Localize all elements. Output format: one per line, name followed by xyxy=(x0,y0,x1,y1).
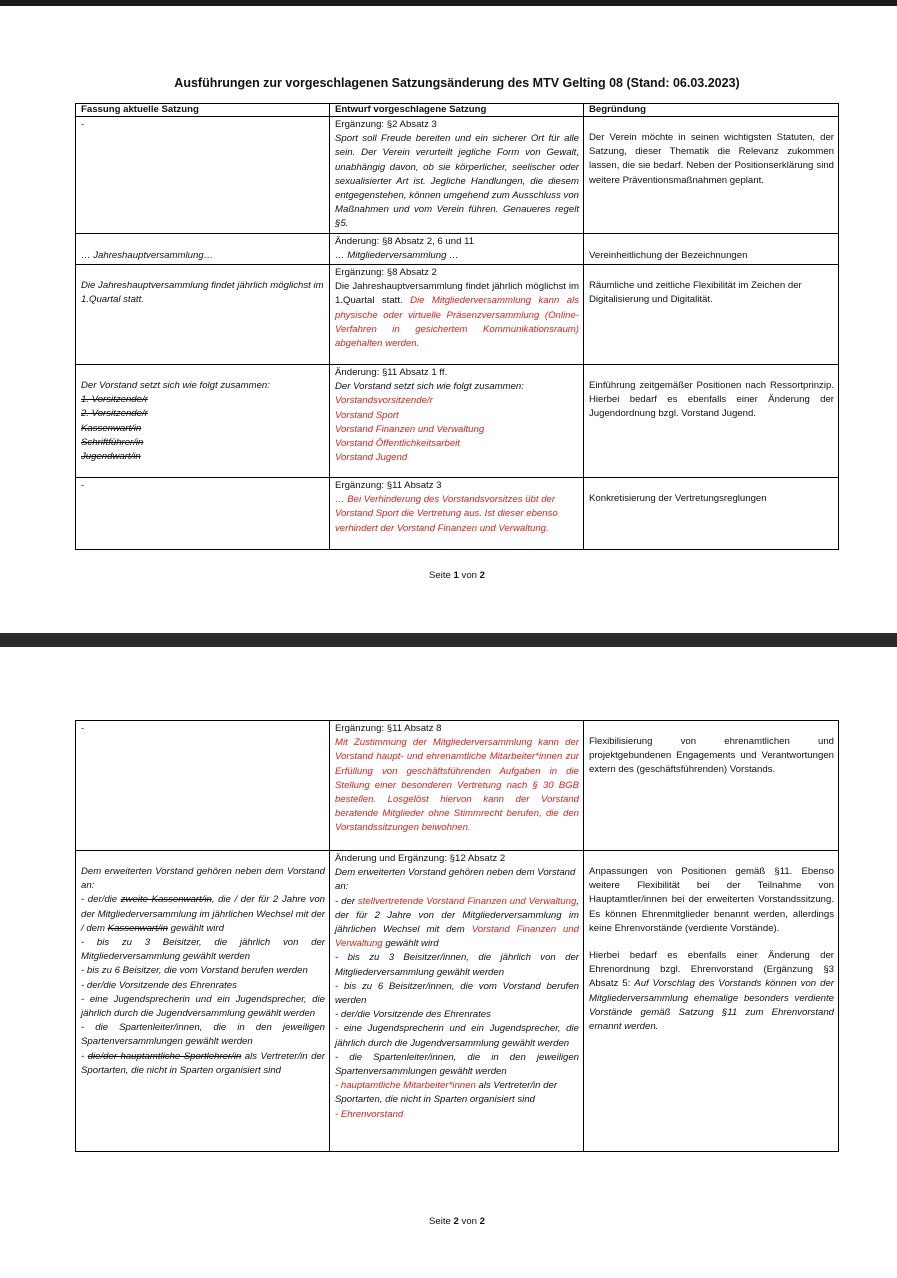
current-text: gewählt wird xyxy=(170,922,224,934)
comparison-table-page-2 xyxy=(75,720,839,1152)
reason-text: Konkretisierung der Vertretungsreglungen xyxy=(589,493,767,505)
proposal-intro: Der Vorstand setzt sich wie folgt zusammen: xyxy=(335,381,524,393)
struck-position: Jugendwart/in xyxy=(81,451,141,463)
current-cell xyxy=(76,851,330,1152)
proposal-label: Änderung und Ergänzung: §12 Absatz 2 xyxy=(335,853,506,864)
proposal-label: Ergänzung: §2 Absatz 3 xyxy=(335,119,437,130)
viewer-top-bar xyxy=(0,0,897,6)
header-current: Fassung aktuelle Satzung xyxy=(76,104,330,117)
reason-text: Anpassungen von Positionen gemäß §11. Ebenso weitere Flexibilität bei der Teilnahme von Hauptamtler/innen bei der erweiterten Vorstandssitzung. Es können Ehrenmitglieder benannt werden, allerdings keine Ehrenvorstände (verdiente Vorstände). xyxy=(589,866,834,934)
reason-cell xyxy=(584,117,839,234)
reason-text: Flexibilisierung von ehrenamtlichen und projektgebundenen Engagements und Verantwortungen extern des (geschäftsführenden) Vorstands. xyxy=(589,736,834,776)
current-item: - bis zu 3 Beisitzer, die jährlich von der Mitgliederversammlung gewählt werden xyxy=(81,937,325,963)
current-item: - die Spartenleiter/innen, die in den jeweiligen Spartenversammlungen gewählt werden xyxy=(81,1022,325,1048)
current-intro: Der Vorstand setzt sich wie folgt zusammen: xyxy=(81,380,270,392)
reason-cell xyxy=(584,233,839,264)
current-cell xyxy=(76,365,330,478)
current-cell xyxy=(76,478,330,550)
current-item: - der/die Vorsitzende des Ehrenrates xyxy=(81,979,237,991)
document-title: Ausführungen zur vorgeschlagenen Satzungsänderung des MTV Gelting 08 (Stand: 06.03.2023) xyxy=(174,76,740,90)
proposal-intro: Dem erweiterten Vorstand gehören neben dem Vorstand an: xyxy=(335,867,576,893)
new-position: Vorstand Finanzen und Verwaltung xyxy=(335,423,485,435)
table-row xyxy=(76,478,839,550)
table-header-row xyxy=(76,104,839,117)
proposal-new-text: … Bei Verhinderung des Vorstandsvorsitzes übt der Vorstand Sport die Vertretung aus. Ist dieser ebenso verhindert der Vorstand Finanzen und Verwaltung. xyxy=(335,494,558,534)
current-text: als Vertreter/in der Sportarten, die nicht in Sparten organisiert sind xyxy=(81,1050,325,1076)
footer-label: von xyxy=(461,570,477,581)
reason-cell xyxy=(584,365,839,478)
page-footer-2 xyxy=(0,1216,897,1227)
current-text: - xyxy=(81,1050,85,1062)
table-row xyxy=(76,721,839,851)
struck-text: zweite Kassenwart/in xyxy=(120,894,212,906)
proposal-cell xyxy=(330,365,584,478)
struck-text: Kassenwart/in xyxy=(107,922,168,934)
struck-text: die/der hauptamtliche Sportlehrer/in xyxy=(87,1050,242,1062)
current-text: - xyxy=(81,723,85,734)
page-separator xyxy=(0,633,897,647)
current-text: - xyxy=(81,480,85,492)
current-text: Die Jahreshauptversammlung findet jährlich möglichst im 1.Quartal statt. xyxy=(81,280,324,306)
current-text: , die / der für 2 Jahre von der Mitgliederversammlung im jährlichen Wechsel mit der / dem xyxy=(81,894,326,934)
proposal-item: - bis zu 3 Beisitzer/innen, die jährlich von der Mitgliederversammlung gewählt werden xyxy=(335,952,579,978)
proposal-new-text: Die Mitgliederversammlung kann als physische oder virtuelle Präsenzversammlung (Online-Verfahren in gesichertem Kommunikationsraum) abgehalten werden. xyxy=(335,295,579,350)
reason-cell xyxy=(584,721,839,851)
proposal-label: Änderung: §11 Absatz 1 ff. xyxy=(335,367,448,379)
reason-text: Einführung zeitgemäßer Positionen nach Ressortprinzip. Hierbei bedarf es ebenfalls einer Änderung der Jugendordnung bzgl. Vorstand Jugend. xyxy=(589,380,834,420)
current-item: - bis zu 6 Beisitzer, die vom Vorstand berufen werden xyxy=(81,965,308,977)
new-position: Vorstand Jugend xyxy=(335,452,408,464)
footer-label: von xyxy=(461,1216,477,1227)
current-text: - xyxy=(81,119,85,130)
proposal-cell xyxy=(330,478,584,550)
table-row xyxy=(76,365,839,478)
proposal-item: - die Spartenleiter/innen, die in den jeweiligen Spartenversammlungen gewählt werden xyxy=(335,1051,579,1078)
reason-text: Räumliche und zeitliche Flexibilität im Zeichen der Digitalisierung und Digitalität. xyxy=(589,280,802,306)
header-proposal: Entwurf vorgeschlagene Satzung xyxy=(330,104,584,117)
reason-text: Hierbei bedarf es ebenfalls einer Änderung der Ehrenordnung bzgl. Ehrenvorstand (Ergänzung §3 Absatz 5: xyxy=(589,950,834,990)
reason-quote: Auf Vorschlag des Vorstands können von der Mitgliederversammlung ehemalige besonders verdiente Vorstände gemäß Satzung §11 zum Ehrenvorstand ernannt werden. xyxy=(589,978,834,1033)
proposal-text: - der xyxy=(335,895,355,907)
current-cell xyxy=(76,265,330,365)
footer-page-total: 2 xyxy=(479,1216,486,1227)
proposal-cell xyxy=(330,117,584,234)
struck-position: Schriftführer/in xyxy=(81,436,144,448)
proposal-new-text: Vorstand Finanzen und Verwaltung xyxy=(335,924,579,950)
table-row xyxy=(76,233,839,264)
comparison-table-page-1 xyxy=(75,103,839,550)
proposal-cell xyxy=(330,721,584,851)
footer-page-total: 2 xyxy=(479,570,486,581)
proposal-new-text: stellvertretende Vorstand Finanzen und Verwaltung xyxy=(357,895,577,907)
proposal-cell xyxy=(330,233,584,264)
proposal-label: Ergänzung: §11 Absatz 3 xyxy=(335,480,442,492)
proposal-cell xyxy=(330,851,584,1152)
current-cell xyxy=(76,721,330,851)
proposal-item: - bis zu 6 Beisitzer/innen, die vom Vorstand berufen werden xyxy=(335,980,579,1007)
reason-cell xyxy=(584,478,839,550)
struck-position: 1. Vorsitzende/r xyxy=(81,394,148,406)
proposal-text: , der für 2 Jahre von der Mitgliederversammlung im jährlichen Wechsel mit dem xyxy=(335,895,579,936)
proposal-item: - eine Jugendsprecherin und ein Jugendsprecher, die jährlich durch die Jugendversammlung gewählt werden xyxy=(335,1023,579,1049)
proposal-text: gewählt wird xyxy=(385,938,439,950)
new-position: Vorstand Sport xyxy=(335,409,399,421)
proposal-text: Die Jahreshauptversammlung findet jährlich möglichst im 1.Quartal statt. xyxy=(335,281,579,307)
current-cell xyxy=(76,117,330,234)
proposal-new-text: Mit Zustimmung der Mitgliederversammlung kann der Vorstand haupt- und ehrenamtliche Mitarbeiter*innen zur Erfüllung von geschäftsführenden Aufgaben in die Stellung einer besonderen Vertretung nach § 30 BGB bestellen. Losgelöst hiervon kann der Vorstand beratende Mitglieder ohne Stimmrecht berufen, die den Vorstandssitzungen beiwohnen. xyxy=(335,737,579,834)
current-item: - eine Jugendsprecherin und ein Jugendsprecher, die jährlich durch die Jugendversammlung gewählt werden xyxy=(81,993,325,1020)
reason-cell xyxy=(584,265,839,365)
struck-position: Kassenwart/in xyxy=(81,422,142,434)
new-position: Vorstand Öffentlichkeitsarbeit xyxy=(335,438,460,450)
proposal-label: Ergänzung: §11 Absatz 8 xyxy=(335,723,442,734)
proposal-label: Änderung: §8 Absatz 2, 6 und 11 xyxy=(335,235,475,247)
proposal-new-text: - hauptamtliche Mitarbeiter*innen xyxy=(335,1080,476,1092)
table-row xyxy=(76,851,839,1152)
proposal-label: Ergänzung: §8 Absatz 2 xyxy=(335,267,437,279)
proposal-cell xyxy=(330,265,584,365)
current-text: … Jahreshauptversammlung… xyxy=(81,249,214,261)
new-position: Vorstandsvorsitzende/r xyxy=(335,395,433,407)
proposal-item: - der/die Vorsitzende des Ehrenrates xyxy=(335,1009,491,1021)
current-cell xyxy=(76,233,330,264)
reason-text: Vereinheitlichung der Bezeichnungen xyxy=(589,249,748,261)
struck-position: 2. Vorsitzende/r xyxy=(81,408,148,420)
footer-page-number: 1 xyxy=(453,570,459,581)
reason-text: Der Verein möchte in seinen wichtigsten Statuten, der Satzung, dieser Thematik die Relevanz zukommen lassen, die sie bedarf. Neben der Positionserklärung sind weitere Präventionsmaßnahmen geplant. xyxy=(589,132,834,186)
table-row xyxy=(76,265,839,365)
table-row xyxy=(76,117,839,234)
footer-label: Seite xyxy=(428,570,451,581)
proposal-text: … Mitgliederversammlung … xyxy=(335,249,459,261)
page-footer-1 xyxy=(0,570,897,581)
reason-cell xyxy=(584,851,839,1152)
current-text: - der/die xyxy=(81,894,118,906)
footer-page-number: 2 xyxy=(453,1216,459,1227)
proposal-new-item: - Ehrenvorstand xyxy=(335,1108,404,1120)
proposal-text: Sport soll Freude bereiten und ein sicherer Ort für alle sein. Der Verein verurteilt jegliche Form von Gewalt, unabhängig davon, ob sie körperlicher, seelischer oder sexualisierter Art ist. Jegliche Handlungen, die diesem entgegenstehen, können umgehend zum Ausschluss von Maßnahmen und vom Verein führen. Genaueres regelt §5. xyxy=(335,133,579,230)
proposal-text: als Vertreter/in der Sportarten, die nicht in Sparten organisiert sind xyxy=(335,1080,558,1106)
header-reason: Begründung xyxy=(584,104,839,117)
footer-label: Seite xyxy=(428,1216,451,1227)
current-intro: Dem erweiterten Vorstand gehören neben dem Vorstand an: xyxy=(81,866,325,892)
